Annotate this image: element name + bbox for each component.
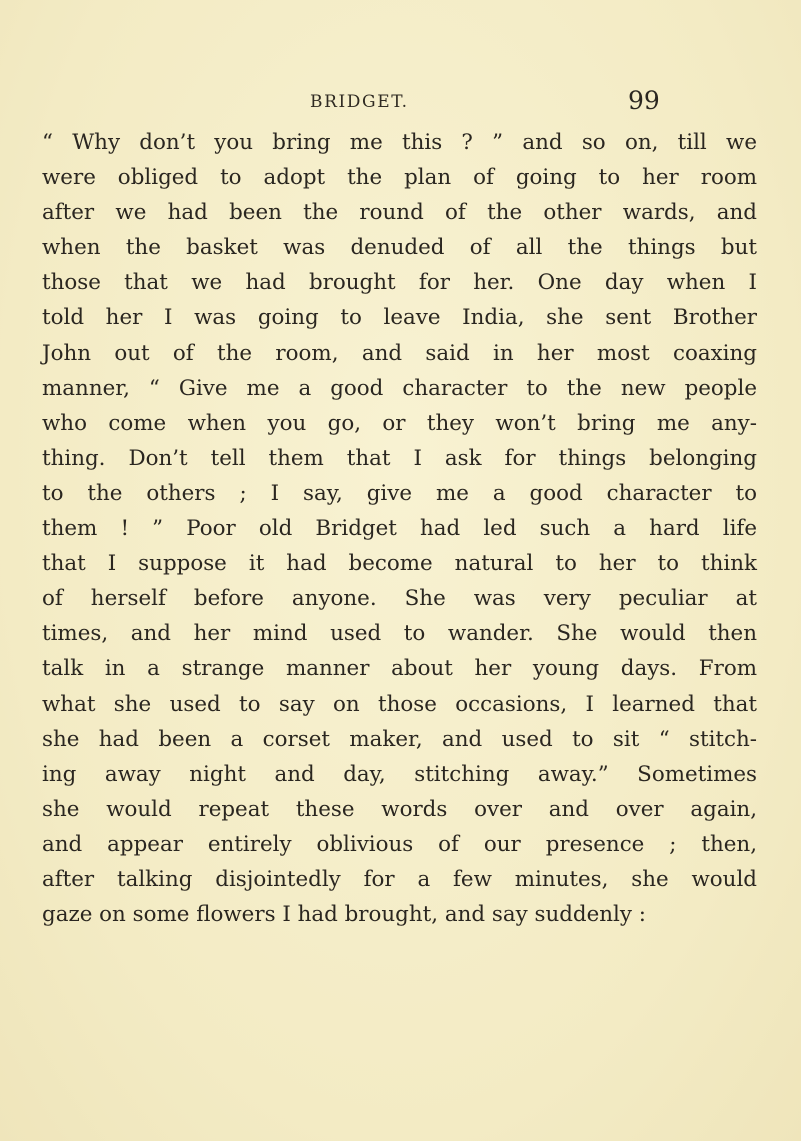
text-line: talk in a strange manner about her young days. From — [42, 656, 757, 682]
text-line: she had been a corset maker, and used to sit “ stitch- — [42, 726, 757, 752]
text-line: ing away night and day, stitching away.” Sometimes — [42, 761, 757, 787]
text-line: of herself before anyone. She was very peculiar at — [42, 586, 757, 612]
text-line: “ Why don’t you bring me this ? ” and so on, till we — [42, 130, 757, 155]
text-line: and appear entirely oblivious of our presence ; then, — [42, 831, 757, 857]
text-line: John out of the room, and said in her most coaxing — [42, 340, 757, 366]
text-line: what she used to say on those occasions, I learned that — [42, 691, 757, 717]
text-line: after we had been the round of the other wards, and — [42, 200, 757, 226]
text-line: when the basket was denuded of all the things but — [42, 235, 757, 261]
text-line: gaze on some flowers I had brought, and say suddenly : — [42, 902, 646, 928]
text-line: told her I was going to leave India, she sent Brother — [42, 305, 757, 331]
text-line: them ! ” Poor old Bridget had led such a hard life — [42, 516, 757, 542]
body-text — [42, 125, 757, 932]
text-line: manner, “ Give me a good character to the new people — [42, 375, 757, 401]
text-line: those that we had brought for her. One day when I — [42, 270, 757, 296]
page-number: 99 — [628, 86, 660, 115]
text-line: after talking disjointedly for a few minutes, she would — [42, 866, 757, 892]
text-line: she would repeat these words over and over again, — [42, 796, 757, 822]
text-line: who come when you go, or they won’t bring me any- — [42, 410, 757, 436]
text-line: thing. Don’t tell them that I ask for things belonging — [42, 445, 757, 471]
running-head — [0, 86, 801, 120]
text-line: were obliged to adopt the plan of going to her room — [42, 165, 757, 191]
text-line: to the others ; I say, give me a good character to — [42, 480, 757, 506]
text-line: that I suppose it had become natural to her to think — [42, 551, 757, 577]
running-title: BRIDGET. — [310, 92, 409, 112]
text-line: times, and her mind used to wander. She would then — [42, 621, 757, 647]
